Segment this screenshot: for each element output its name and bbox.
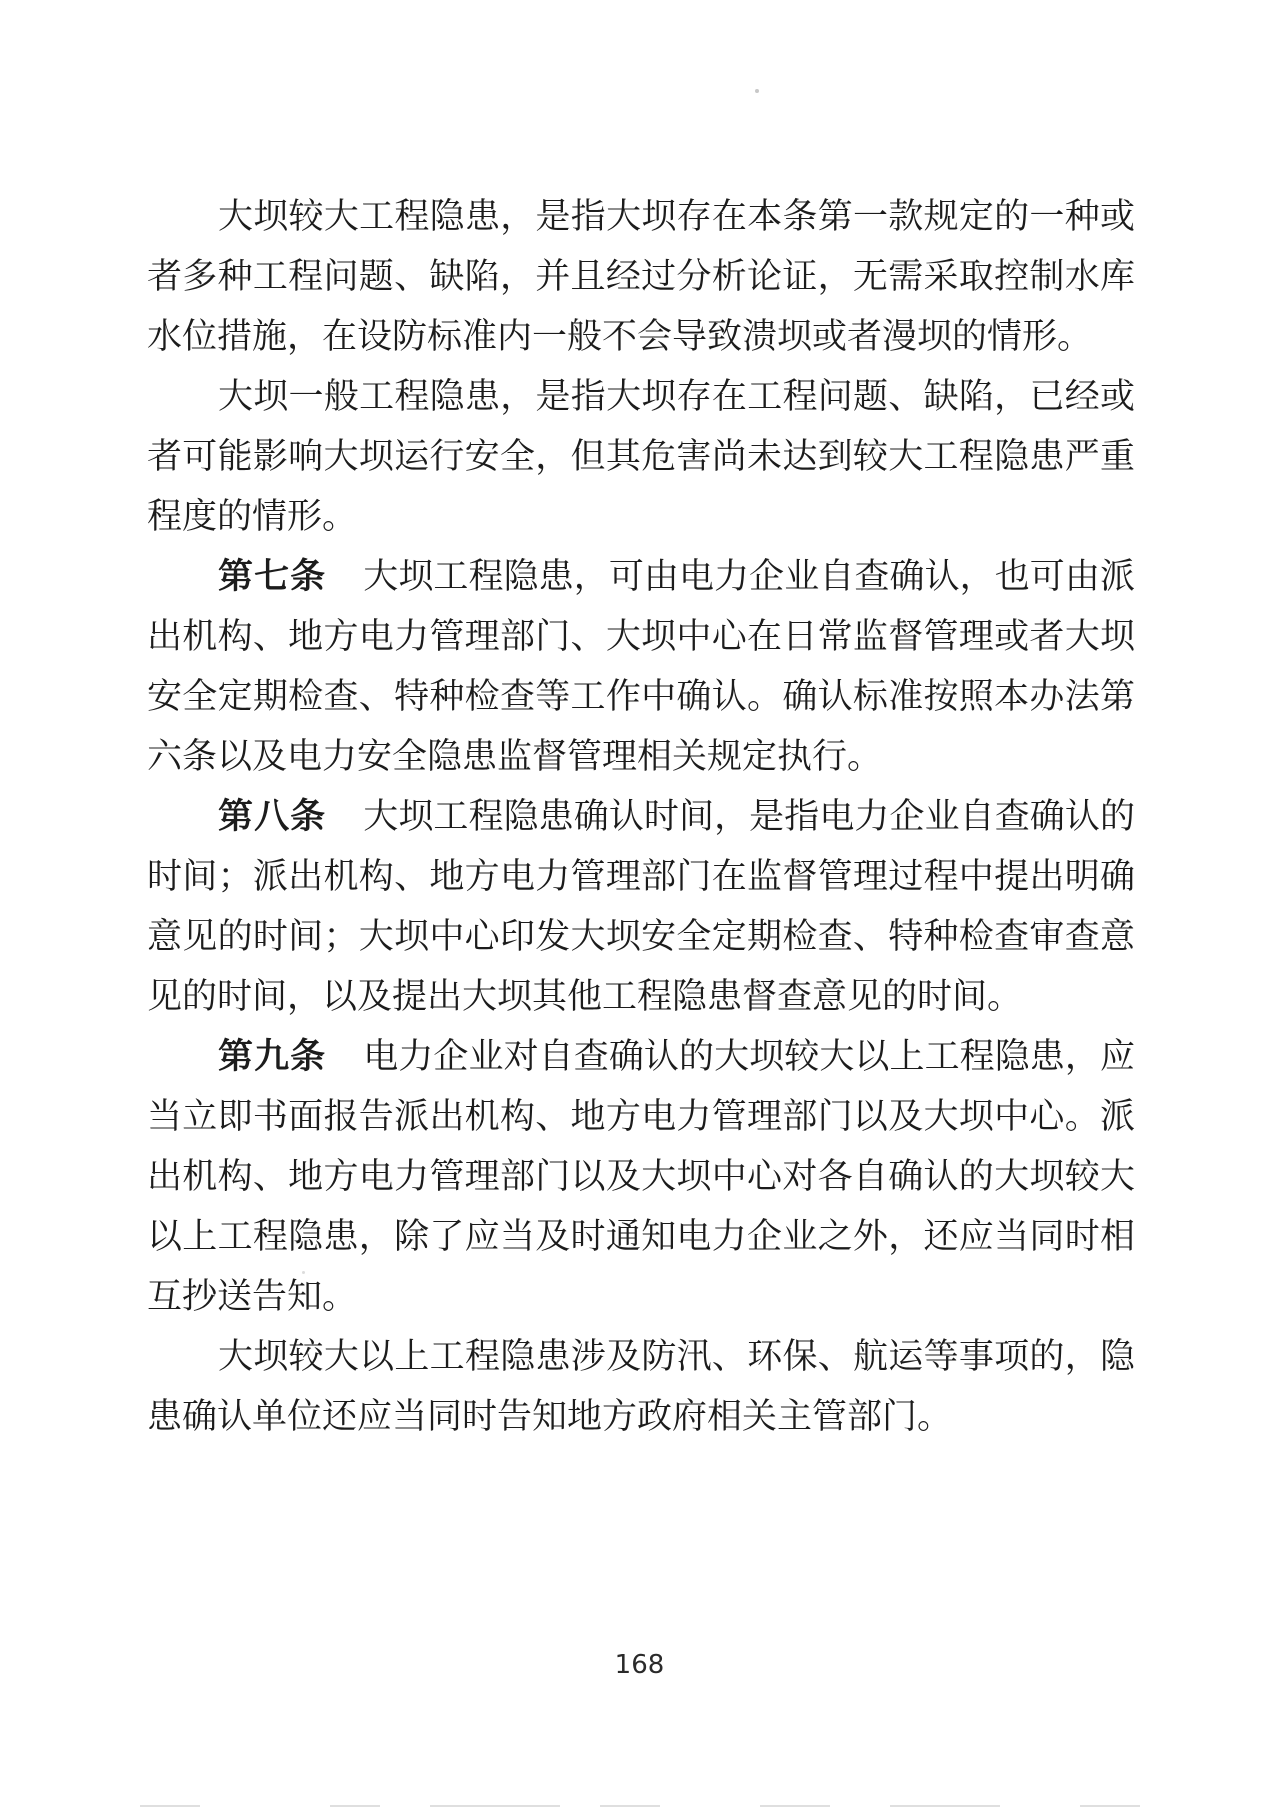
scan-speck <box>755 89 759 93</box>
scan-edge-artifact <box>140 1805 200 1807</box>
page-number: 168 <box>614 1650 665 1680</box>
article-paragraph <box>147 787 1135 1027</box>
paragraph-text: 大坝工程隐患，可由电力企业自查确认，也可由派出机构、地方电力管理部门、大坝中心在日常监督管理或者大坝安全定期检查、特种检查等工作中确认。确认标准按照本办法第六条以及电力安全隐患监督管理相关规定执行。 <box>147 557 1135 776</box>
scan-edge-artifact <box>330 1805 380 1807</box>
paragraph-text: 大坝一般工程隐患，是指大坝存在工程问题、缺陷，已经或者可能影响大坝运行安全，但其危害尚未达到较大工程隐患严重程度的情形。 <box>147 377 1135 536</box>
scan-edge-artifact <box>890 1805 1000 1807</box>
article-paragraph <box>147 547 1135 787</box>
scan-edge-artifact <box>1080 1805 1140 1807</box>
scan-edge-artifact <box>430 1805 560 1807</box>
scan-edge-artifact <box>760 1805 830 1807</box>
paragraph <box>147 1327 1135 1447</box>
article-number: 第九条 <box>218 1037 327 1076</box>
paragraph <box>147 367 1135 547</box>
article-number: 第八条 <box>218 797 327 836</box>
paragraph-text: 电力企业对自查确认的大坝较大以上工程隐患，应当立即书面报告派出机构、地方电力管理部门以及大坝中心。派出机构、地方电力管理部门以及大坝中心对各自确认的大坝较大以上工程隐患，除了应当及时通知电力企业之外，还应当同时相互抄送告知。 <box>147 1037 1135 1316</box>
paragraph-text: 大坝较大工程隐患，是指大坝存在本条第一款规定的一种或者多种工程问题、缺陷，并且经过分析论证，无需采取控制水库水位措施，在设防标准内一般不会导致溃坝或者漫坝的情形。 <box>147 197 1135 356</box>
article-paragraph <box>147 1027 1135 1327</box>
article-number: 第七条 <box>218 557 327 596</box>
scan-speck <box>302 1271 305 1274</box>
paragraph-text: 大坝较大以上工程隐患涉及防汛、环保、航运等事项的，隐患确认单位还应当同时告知地方政府相关主管部门。 <box>147 1337 1135 1436</box>
paragraph <box>147 187 1135 367</box>
document-body <box>147 187 1135 1447</box>
scan-edge-artifact <box>600 1805 660 1807</box>
paragraph-text: 大坝工程隐患确认时间，是指电力企业自查确认的时间；派出机构、地方电力管理部门在监督管理过程中提出明确意见的时间；大坝中心印发大坝安全定期检查、特种检查审查意见的时间，以及提出大坝其他工程隐患督查意见的时间。 <box>147 797 1135 1016</box>
